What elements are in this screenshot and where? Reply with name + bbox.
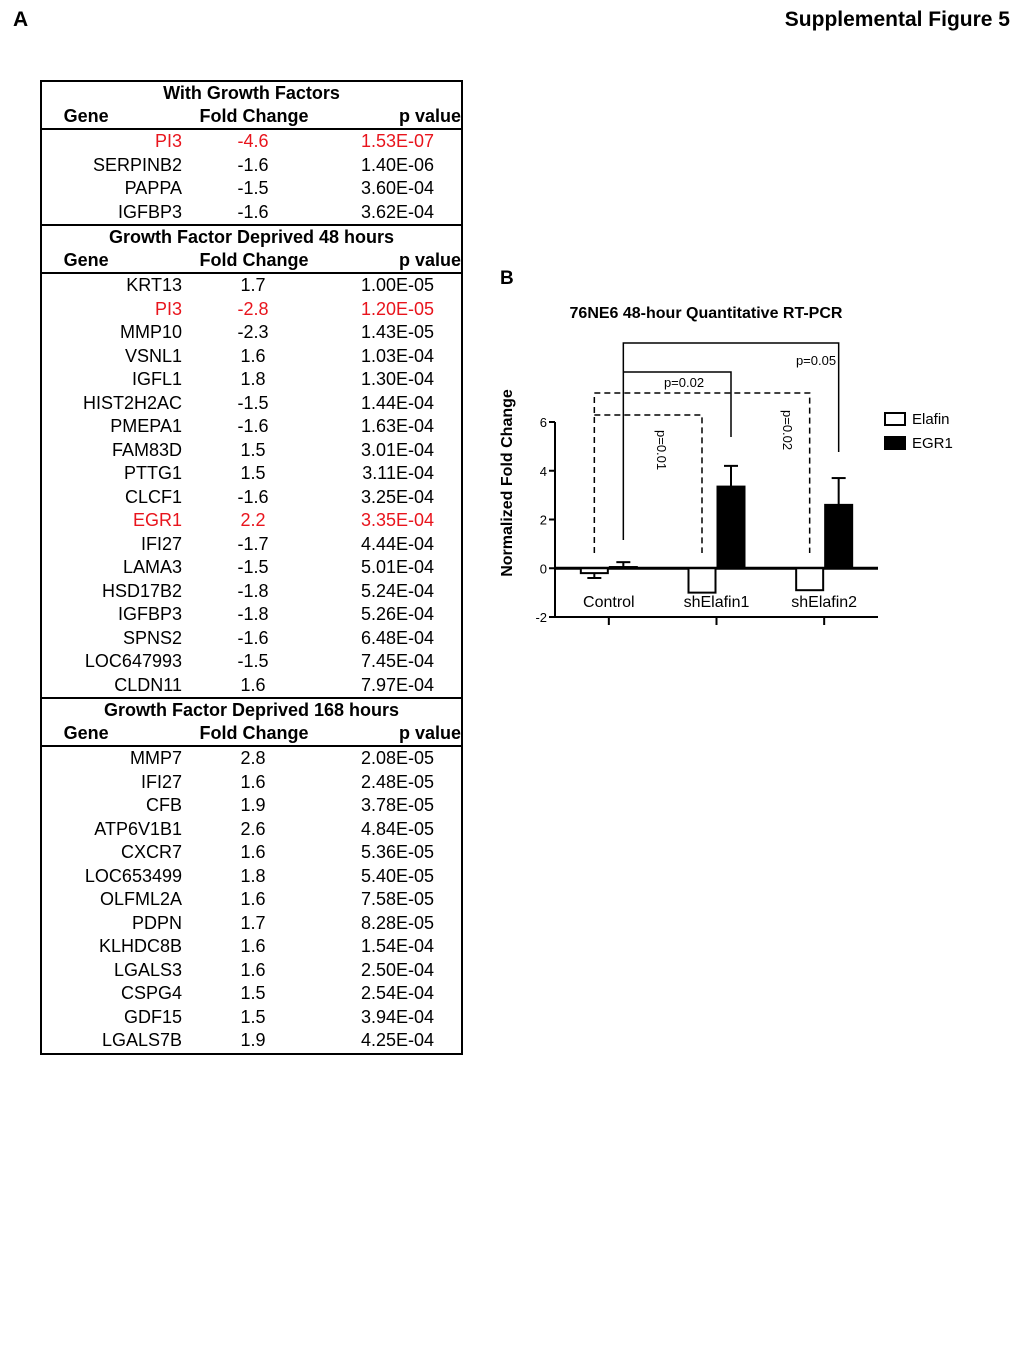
cell-fold-change: 1.5 [240,463,266,483]
p-value-label: p=0.02 [663,375,705,390]
cell-fold-change: -1.7 [237,533,269,554]
cell-p-value: 4.44E-04 [360,533,434,554]
cell-p-value: 1.43E-05 [360,322,434,342]
cell-gene: KLHDC8B [98,936,182,956]
cell-p-value: 3.62E-04 [360,201,434,222]
cell-gene: IGFL1 [131,369,182,389]
cell-fold-change: 1.6 [240,842,266,862]
table-row [42,841,461,865]
x-category-label: shElafin2 [791,594,858,611]
cell-p-value: 5.26E-04 [360,604,434,624]
cell-p-value: 3.25E-04 [360,486,434,507]
cell-p-value: 6.48E-04 [360,627,434,648]
cell-fold-change: 1.6 [240,889,266,909]
cell-p-value: 2.48E-05 [360,771,434,792]
cell-gene: OLFML2A [99,889,182,909]
cell-gene: CFB [146,795,182,815]
cell-fold-change: 1.6 [240,345,266,366]
column-header-fold-change: Fold Change [199,250,309,270]
cell-fold-change: 1.5 [240,439,266,460]
table-row [42,747,461,771]
cell-p-value: 3.60E-04 [360,178,434,198]
cell-fold-change: 1.6 [240,959,266,980]
cell-p-value: 1.44E-04 [360,392,434,413]
cell-p-value: 1.30E-04 [360,369,434,389]
table-row [42,959,461,983]
cell-gene: LAMA3 [122,557,182,577]
cell-p-value: 5.36E-05 [360,842,434,862]
cell-p-value: 1.53E-07 [360,131,434,151]
table-row [42,982,461,1006]
figure-title: Supplemental Figure 5 [784,8,1010,31]
table-row [42,771,461,795]
cell-gene: PI3 [154,298,182,319]
cell-gene: FAM83D [111,439,182,460]
table-row [42,865,461,889]
y-tick-label: 4 [539,463,547,479]
cell-p-value: 2.50E-04 [360,959,434,980]
table-row [42,794,461,818]
cell-gene: MMP7 [129,748,182,768]
table-row [42,818,461,842]
table-row [42,1029,461,1053]
cell-p-value: 2.54E-04 [360,983,434,1003]
legend-swatch-elafin [885,413,905,425]
p-value-label: p=0.05 [795,353,837,368]
y-tick-label: 2 [539,512,547,528]
cell-p-value: 1.40E-06 [360,154,434,175]
cell-gene: SERPINB2 [92,154,182,175]
bar-egr1-control [610,567,637,568]
section-header [42,699,461,747]
cell-gene: IFI27 [140,771,182,792]
cell-gene: GDF15 [123,1006,182,1027]
cell-p-value: 4.25E-04 [360,1030,434,1050]
section-title: With Growth Factors [163,83,340,103]
cell-gene: HSD17B2 [101,580,182,601]
cell-gene: CXCR7 [120,842,182,862]
bar-egr1-shelafin1 [718,487,745,569]
cell-fold-change: -4.6 [237,131,269,151]
cell-gene: MMP10 [119,322,182,342]
cell-fold-change: -1.6 [237,627,269,648]
column-header-row [42,722,461,744]
cell-fold-change: 1.6 [240,771,266,792]
cell-gene: IGFBP3 [117,201,182,222]
cell-p-value: 1.20E-05 [360,298,434,319]
cell-p-value: 3.11E-04 [362,463,434,483]
cell-gene: IGFBP3 [117,604,182,624]
column-header-p-value: p value [398,250,461,270]
cell-gene: PTTG1 [123,463,182,483]
y-tick-label: 6 [539,415,547,430]
y-tick-label: -2 [535,610,547,625]
column-header-p-value: p value [398,106,461,126]
cell-p-value: 1.03E-04 [360,345,434,366]
cell-p-value: 3.01E-04 [360,439,434,460]
p-value-label: p=0.02 [780,410,795,451]
cell-gene: LOC653499 [84,865,182,886]
cell-gene: LOC647993 [84,651,182,671]
cell-gene: PDPN [131,912,182,933]
column-header-gene: Gene [63,106,109,126]
panel-a-label: A [13,8,29,31]
x-category-label: shElafin1 [683,594,750,611]
cell-fold-change: -1.8 [237,580,269,601]
column-header-gene: Gene [63,250,109,270]
cell-fold-change: 1.5 [240,1006,266,1027]
cell-gene: CLDN11 [114,674,182,695]
column-header-gene: Gene [63,723,109,743]
legend-label-egr1: EGR1 [912,435,953,452]
x-category-label: Control [583,594,635,611]
section-title: Growth Factor Deprived 48 hours [108,227,395,247]
cell-gene: ATP6V1B1 [94,818,182,839]
cell-fold-change: -1.5 [237,557,269,577]
cell-fold-change: -1.5 [237,392,269,413]
panel-b-label: B [500,268,514,289]
cell-p-value: 5.24E-04 [360,580,434,601]
cell-fold-change: 2.6 [240,818,266,839]
cell-p-value: 5.40E-05 [360,865,434,886]
cell-fold-change: -1.5 [237,651,269,671]
cell-fold-change: -1.8 [237,604,269,624]
cell-fold-change: -2.3 [237,322,269,342]
significance-bracket [594,415,702,553]
cell-gene: KRT13 [126,275,182,295]
cell-p-value: 1.54E-04 [360,936,434,956]
table-row [42,935,461,959]
cell-fold-change: 1.6 [240,674,266,695]
table-row [42,912,461,936]
cell-fold-change: -1.6 [237,486,269,507]
cell-fold-change: -1.6 [237,416,269,436]
table-row [42,1006,461,1030]
cell-fold-change: 1.7 [240,275,266,295]
section-title: Growth Factor Deprived 168 hours [103,700,400,720]
cell-fold-change: 1.8 [240,865,266,886]
column-header-fold-change: Fold Change [199,723,309,743]
cell-p-value: 2.08E-05 [360,748,434,768]
y-axis-label: Normalized Fold Change [499,389,516,577]
cell-gene: PAPPA [124,178,182,198]
cell-p-value: 8.28E-05 [360,912,434,933]
cell-gene: PI3 [154,131,182,151]
cell-gene: PMEPA1 [110,416,182,436]
cell-p-value: 5.01E-04 [360,557,434,577]
column-header-fold-change: Fold Change [199,106,309,126]
y-tick-label: 0 [539,561,547,577]
cell-gene: HIST2H2AC [82,392,182,413]
cell-fold-change: 1.8 [240,369,266,389]
cell-gene: LGALS3 [113,959,182,980]
cell-p-value: 3.94E-04 [360,1006,434,1027]
cell-p-value: 7.58E-05 [360,889,434,909]
cell-gene: IFI27 [140,533,182,554]
cell-p-value: 1.63E-04 [360,416,434,436]
cell-fold-change: -1.5 [237,178,269,198]
cell-fold-change: 1.9 [240,1030,266,1050]
cell-gene: EGR1 [132,510,182,530]
cell-p-value: 1.00E-05 [360,275,434,295]
bar-elafin-control [581,568,608,573]
cell-fold-change: 1.5 [240,983,266,1003]
cell-p-value: 7.97E-04 [360,674,434,695]
bar-elafin-shelafin2 [796,568,823,590]
cell-p-value: 7.45E-04 [360,651,434,671]
chart-title: 76NE6 48-hour Quantitative RT-PCR [569,305,843,322]
cell-fold-change: -1.6 [237,201,269,222]
cell-fold-change: 2.8 [240,748,266,768]
cell-gene: VSNL1 [124,345,182,366]
cell-fold-change: -2.8 [237,298,269,319]
cell-fold-change: -1.6 [237,154,269,175]
cell-gene: LGALS7B [101,1030,182,1050]
p-value-label: p=0.01 [654,430,669,471]
cell-fold-change: 1.9 [240,795,266,815]
legend-swatch-egr1 [885,437,905,449]
cell-fold-change: 2.2 [240,510,266,530]
column-header-p-value: p value [398,723,461,743]
legend-label-elafin: Elafin [912,411,950,428]
cell-gene: CLCF1 [124,486,182,507]
table-section [42,697,461,1053]
table-row [42,888,461,912]
cell-gene: CSPG4 [120,983,182,1003]
cell-fold-change: 1.6 [240,936,266,956]
cell-p-value: 3.78E-05 [360,795,434,815]
cell-gene: SPNS2 [122,627,182,648]
cell-p-value: 3.35E-04 [360,510,434,530]
cell-fold-change: 1.7 [240,912,266,933]
bar-egr1-shelafin2 [825,505,852,568]
bar-elafin-shelafin1 [689,568,716,592]
cell-p-value: 4.84E-05 [360,818,434,839]
